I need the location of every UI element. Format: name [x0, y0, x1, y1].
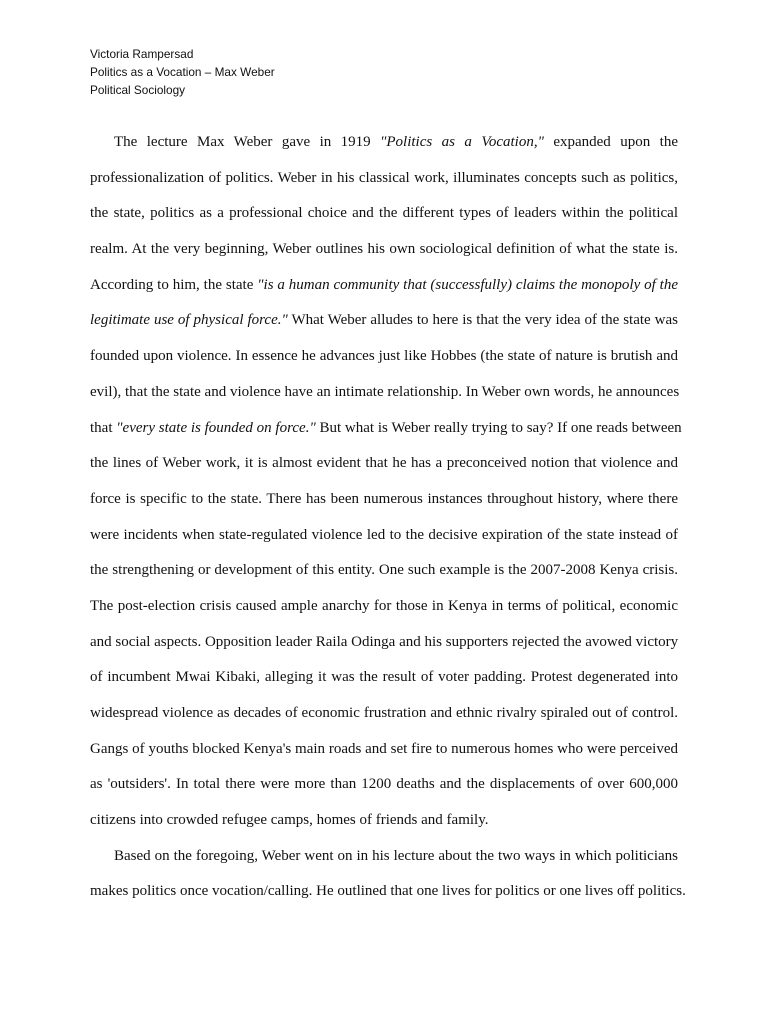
text-line: citizens into crowded refugee camps, homes of friends and family.	[90, 812, 489, 829]
text-line: professionalization of politics. Weber in his classical work, illuminates concepts such as politics,	[90, 169, 678, 186]
text-segment: What Weber alludes to here is that the very idea of the state was	[287, 312, 678, 329]
document-title: Politics as a Vocation – Max Weber	[90, 65, 275, 79]
text-segment: According to him, the state	[90, 276, 258, 293]
paragraph	[90, 125, 682, 839]
text-line: evil), that the state and violence have an intimate relationship. In Weber own words, he announces	[90, 383, 680, 400]
text-line	[90, 268, 678, 304]
text-line: Based on the foregoing, Weber went on in his lecture about the two ways in which politicians	[114, 847, 678, 864]
paragraph	[90, 839, 686, 910]
text-line: makes politics once vocation/calling. He outlined that one lives for politics or one lives off politics.	[90, 883, 686, 900]
text-line: the lines of Weber work, it is almost evident that he has a preconceived notion that violence and	[90, 455, 678, 472]
text-line: The post-election crisis caused ample anarchy for those in Kenya in terms of political, economic	[90, 597, 678, 614]
author-name: Victoria Rampersad	[90, 47, 194, 61]
document-header	[90, 45, 275, 99]
text-line: and social aspects. Opposition leader Raila Odinga and his supporters rejected the avowed victory	[90, 633, 679, 650]
italic-quote: "every state is founded on force."	[116, 419, 316, 436]
italic-quote: legitimate use of physical force."	[90, 312, 288, 329]
text-line: founded upon violence. In essence he advances just like Hobbes (the state of nature is brutish and	[90, 348, 678, 365]
course-name: Political Sociology	[90, 83, 186, 97]
text-line: realm. At the very beginning, Weber outlines his own sociological definition of what the state is.	[90, 241, 678, 258]
italic-quote: "is a human community that (successfully) claims the monopoly of the	[257, 276, 678, 293]
text-line	[90, 303, 678, 339]
text-line	[90, 411, 682, 447]
text-segment: The lecture Max Weber gave in 1919	[114, 134, 381, 150]
text-line: of incumbent Mwai Kibaki, alleging it was the result of voter padding. Protest degenerated into	[90, 669, 678, 686]
text-line	[90, 125, 678, 161]
text-segment: that	[90, 419, 117, 436]
text-line: the strengthening or development of this entity. One such example is the 2007-2008 Kenya crisis.	[90, 562, 678, 579]
text-line: as 'outsiders'. In total there were more than 1200 deaths and the displacements of over 600,000	[90, 776, 678, 793]
text-line: widespread violence as decades of economic frustration and ethnic rivalry spiraled out of control.	[90, 705, 678, 721]
text-segment: But what is Weber really trying to say? If one reads between	[315, 419, 682, 436]
text-line: Gangs of youths blocked Kenya's main roads and set fire to numerous homes who were perceived	[90, 740, 678, 757]
italic-quote: "Politics as a Vocation,"	[380, 134, 544, 150]
text-line: the state, politics as a professional choice and the different types of leaders within the political	[90, 205, 678, 222]
document-body	[90, 125, 686, 910]
text-segment: expanded upon the	[543, 134, 678, 150]
text-line: were incidents when state-regulated violence led to the decisive expiration of the state instead of	[90, 526, 678, 543]
text-line: force is specific to the state. There has been numerous instances throughout history, where there	[90, 490, 678, 507]
